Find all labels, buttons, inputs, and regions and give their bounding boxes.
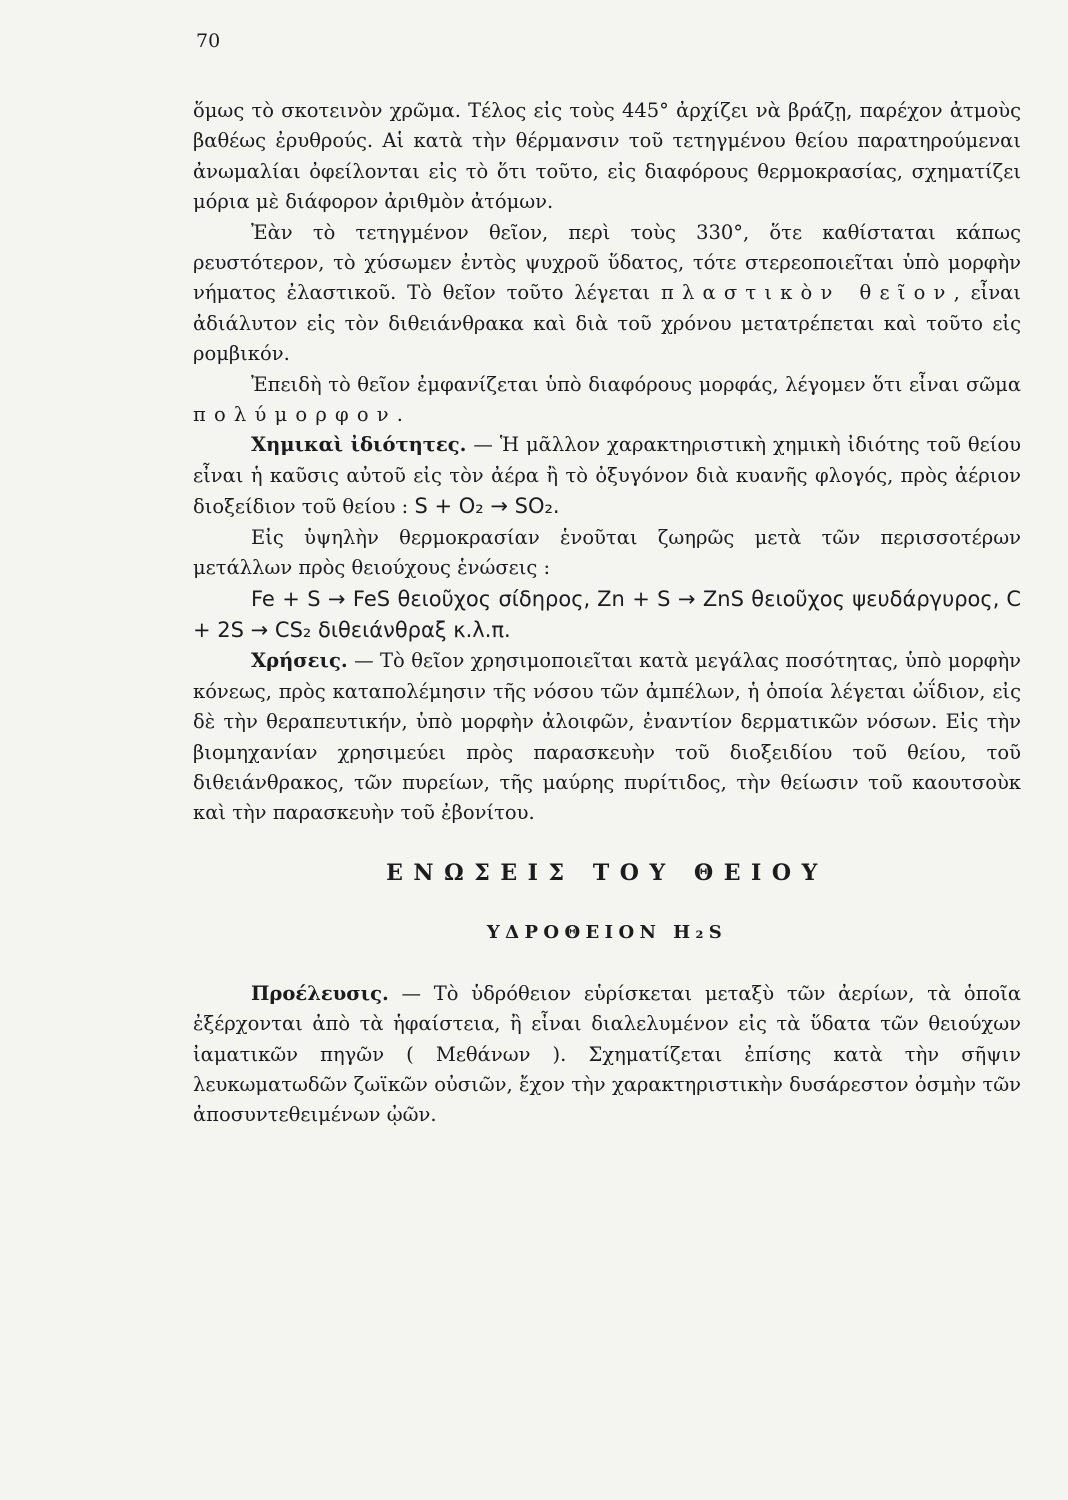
text-run: — Τὸ θεῖον χρησιμοποιεῖται κατὰ μεγάλας ποσότητας, ὑπὸ μορφὴν κόνεως, πρὸς καταπολέμησιν τῆς νόσου τῶν ἀμπέλων, ἡ ὁποία λέγεται ὠΐδιον, εἰς δὲ τὴν θεραπευτικήν, ὑπὸ μορφὴν ἀλοιφῶν, ἐναντίον δερματικῶν νόσων. Εἰς τὴν βιομηχανίαν χρησιμεύει πρὸς παρασκευὴν τοῦ διοξειδίου τοῦ θείου, τοῦ διθειάνθρακος, τῶν πυρείων, τῆς μαύρης πυρίτιδος, τὴν θείωσιν τοῦ καουτσοὺκ καὶ τὴν παρασκευὴν τοῦ ἐβονίτου.	[193, 649, 1021, 825]
text-run: — Τὸ ὑδρόθειον εὑρίσκεται μεταξὺ τῶν ἀερίων, τὰ ὁποῖα ἐξέρχονται ἀπὸ τὰ ἡφαίστεια, ἢ εἶναι διαλελυμένον εἰς τὰ ὕδατα τῶν θειούχων ἰαματικῶν πηγῶν ( Μεθάνων ). Σχηματίζεται ἐπίσης κατὰ τὴν σῆψιν λευκωματωδῶν ζωϊκῶν οὐσιῶν, ἔχον τὴν χαρακτηριστικὴν δυσάρεστον ὀσμὴν τῶν ἀποσυντεθειμένων ᾠῶν.	[193, 981, 1021, 1127]
equation: Zn + S → ZnS θειοῦχος ψευδάργυρος,	[597, 586, 1000, 611]
paragraph	[193, 370, 1021, 431]
sub-title: ΥΔΡΟΘΕΙΟΝ H₂S	[486, 921, 728, 943]
body-text	[193, 96, 1021, 1131]
paragraph	[193, 979, 1021, 1131]
text-run: .	[396, 403, 403, 427]
paragraph: Εἰς ὑψηλὴν θερμοκρασίαν ἑνοῦται ζωηρῶς μετὰ τῶν περισσοτέρων μετάλλων πρὸς θειούχους ἑνώσεις :	[193, 525, 1021, 580]
paragraph	[193, 646, 1021, 828]
term-plastic-sulfur: πλαστικὸν θεῖον	[660, 281, 954, 305]
heading-chemical-properties: Χημικαὶ ἰδιότητες.	[251, 433, 467, 457]
text-run: Ἐπειδὴ τὸ θεῖον ἐμφανίζεται ὑπὸ διαφόρους μορφάς, λέγομεν ὅτι εἶναι σῶμα	[251, 372, 1021, 396]
term-polymorphic: πολύμορφον	[193, 403, 397, 427]
text-run: — Ἡ μᾶλλον χαρακτηριστικὴ χημικὴ ἰδιότης τοῦ θείου εἶναι ἡ καῦσις αὐτοῦ εἰς τὸν ἀέρα ἢ τὸ ὀξυγόνον διὰ κυανῆς φλογός, πρὸς ἀέριον διοξείδιον τοῦ θείου :	[193, 433, 1022, 519]
section-title: ΕΝΩΣΕΙΣ ΤΟΥ ΘΕΙΟΥ	[386, 859, 828, 886]
heading-uses: Χρήσεις.	[251, 649, 348, 673]
equation: S + O₂ → SO₂.	[414, 494, 560, 519]
paragraph	[193, 218, 1021, 370]
paragraph	[193, 430, 1021, 522]
heading-origin: Προέλευσις.	[251, 981, 389, 1005]
equation: Fe + S → FeS θειοῦχος σίδηρος,	[251, 586, 591, 611]
equation: C + 2S → CS₂ διθειάνθραξ κ.λ.π.	[193, 586, 1021, 642]
text-run: , εἶναι ἀδιάλυτον εἰς τὸν διθειάνθρακα καὶ διὰ τοῦ χρόνου μετατρέπεται καὶ τοῦτο εἰς ρομβικόν.	[193, 281, 1021, 366]
paragraph: ὅμως τὸ σκοτεινὸν χρῶμα. Τέλος εἰς τοὺς 445° ἀρχίζει νὰ βράζῃ, παρέχον ἀτμοὺς βαθέως ἐρυθρούς. Αἱ κατὰ τὴν θέρμανσιν τοῦ τετηγμένου θείου παρατηρούμεναι ἀνωμαλίαι ὀφείλονται εἰς τὸ ὅτι τοῦτο, εἰς διαφόρους θερμοκρασίας, σχηματίζει μόρια μὲ διάφορον ἀριθμὸν ἀτόμων.	[193, 99, 1021, 214]
page-number: 70	[196, 30, 221, 52]
equation-line	[193, 584, 1021, 647]
text-run: Ἐὰν τὸ τετηγμένον θεῖον, περὶ τοὺς 330°, ὅτε καθίσταται κάπως ρευστότερον, τὸ χύσωμεν ἐντὸς ψυχροῦ ὕδατος, τότε στερεοποιεῖται ὑπὸ μορφὴν νήματος ἐλαστικοῦ. Τὸ θεῖον τοῦτο λέγεται	[193, 220, 1021, 305]
